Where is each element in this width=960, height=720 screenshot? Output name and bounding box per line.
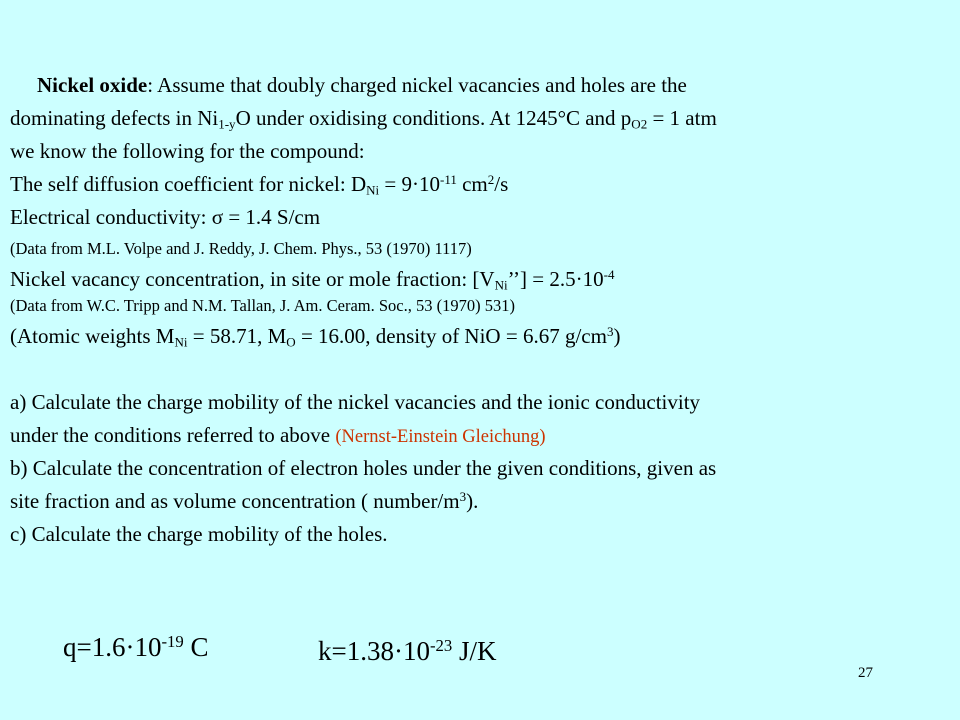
- diffusion-text-b: = 9·10: [379, 172, 440, 196]
- atomic-text-a: (Atomic weights M: [10, 324, 175, 348]
- intro-text: : Assume that doubly charged nickel vacancies and holes are the: [147, 73, 687, 97]
- citation-tripp: (Data from W.C. Tripp and N.M. Tallan, J. Am. Ceram. Soc., 53 (1970) 531): [10, 296, 515, 315]
- boltzmann-constant: [318, 634, 497, 668]
- charge-constant: [63, 630, 209, 664]
- boltzmann-exponent: -23: [429, 635, 453, 655]
- part-a-line-1: a) Calculate the charge mobility of the nickel vacancies and the ionic conductivity: [10, 390, 701, 414]
- part-b-text-a: site fraction and as volume concentration ( number/m: [10, 489, 460, 513]
- boltzmann-text-b: J/K: [452, 636, 497, 666]
- atomic-subscript-o: O: [286, 334, 296, 350]
- nernst-einstein-note: (Nernst-Einstein Gleichung): [335, 427, 546, 447]
- atomic-text-d: ): [613, 324, 621, 348]
- atomic-text-b: = 58.71, M: [187, 324, 287, 348]
- intro-line: [37, 72, 687, 98]
- part-b-line-1: b) Calculate the concentration of electron holes under the given conditions, given as: [10, 456, 717, 480]
- topic-title: Nickel oxide: [37, 73, 148, 97]
- volume-unit-exponent: 3: [459, 488, 467, 504]
- diffusion-text-c: cm: [456, 172, 488, 196]
- atomic-weights-line: [10, 323, 620, 349]
- diffusion-text-d: /s: [494, 172, 509, 196]
- citation-volpe: (Data from M.L. Volpe and J. Reddy, J. Chem. Phys., 53 (1970) 1117): [10, 239, 472, 258]
- vacancy-line: [10, 266, 614, 292]
- vacancy-subscript: Ni: [494, 277, 508, 293]
- diffusion-text-a: The self diffusion coefficient for nickel: D: [10, 172, 367, 196]
- vacancy-exponent: -4: [603, 266, 615, 282]
- defects-text-c: = 1 atm: [647, 106, 717, 130]
- diffusion-subscript: Ni: [366, 182, 380, 198]
- compound-line: we know the following for the compound:: [10, 139, 365, 163]
- diffusion-line: [10, 171, 508, 197]
- page-number: 27: [858, 665, 873, 681]
- formula-subscript: 1-y: [218, 116, 236, 132]
- atomic-text-c: = 16.00, density of NiO = 6.67 g/cm: [295, 324, 607, 348]
- part-b-text-b: ).: [466, 489, 479, 513]
- defects-text-a: dominating defects in Ni: [10, 106, 219, 130]
- diffusion-unit-exponent: 2: [487, 171, 495, 187]
- charge-text-a: q=1.6·10: [63, 632, 162, 662]
- part-a-line-2: [10, 422, 546, 450]
- atomic-subscript-ni: Ni: [174, 334, 188, 350]
- charge-text-b: C: [183, 632, 209, 662]
- boltzmann-text-a: k=1.38·10: [318, 636, 430, 666]
- vacancy-text-a: Nickel vacancy concentration, in site or mole fraction: [V: [10, 267, 495, 291]
- defects-text-b: O under oxidising conditions. At 1245°C and p: [235, 106, 632, 130]
- charge-exponent: -19: [161, 631, 184, 651]
- density-unit-exponent: 3: [606, 323, 614, 339]
- part-b-line-2: [10, 488, 478, 514]
- vacancy-text-b: ’’] = 2.5·10: [507, 267, 604, 291]
- diffusion-exponent: -11: [439, 171, 457, 187]
- part-a-text: under the conditions referred to above: [10, 423, 336, 447]
- part-c-line: c) Calculate the charge mobility of the holes.: [10, 522, 388, 546]
- conductivity-line: Electrical conductivity: σ = 1.4 S/cm: [10, 205, 321, 229]
- oxygen-pressure-subscript: O2: [631, 116, 648, 132]
- defects-line: [10, 105, 717, 131]
